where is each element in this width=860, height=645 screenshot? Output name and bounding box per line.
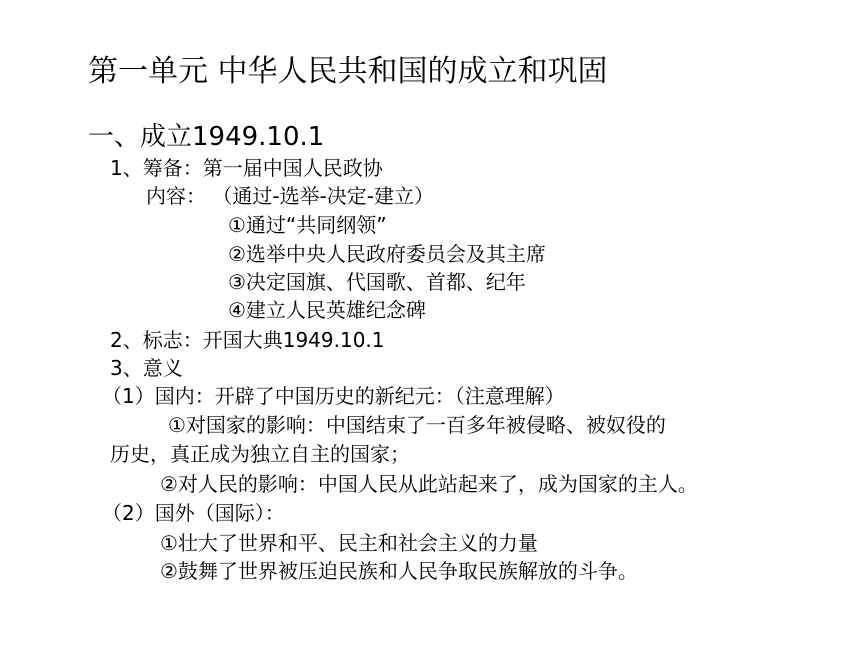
body-line: 历史，真正成为独立自主的国家； [110,442,410,466]
body-line: ①对国家的影响：中国结束了一百多年被侵略、被奴役的 [168,413,666,437]
body-line: 1、筹备：第一届中国人民政协 [110,156,383,180]
slide-title: 第一单元 中华人民共和国的成立和巩固 [88,54,608,89]
body-line: （2）国外（国际）： [102,501,285,525]
body-line: ②鼓舞了世界被压迫民族和人民争取民族解放的斗争。 [160,559,638,583]
body-line: ④建立人民英雄纪念碑 [228,298,426,322]
body-line: 3、意义 [110,356,183,380]
body-line: ①壮大了世界和平、民主和社会主义的力量 [160,531,538,555]
body-line: ②对人民的影响：中国人民从此站起来了，成为国家的主人。 [160,472,698,496]
body-line: ①通过“共同纲领” [228,213,387,237]
section-heading: 一、成立1949.10.1 [88,122,325,152]
body-line: ③决定国旗、代国歌、首都、纪年 [228,270,526,294]
body-line: 2、标志：开国大典1949.10.1 [110,328,385,352]
body-line: ②选举中央人民政府委员会及其主席 [228,242,546,266]
body-line: 内容： （通过-选举-决定-建立） [146,184,435,208]
body-line: （1）国内：开辟了中国历史的新纪元：（注意理解） [102,384,565,408]
